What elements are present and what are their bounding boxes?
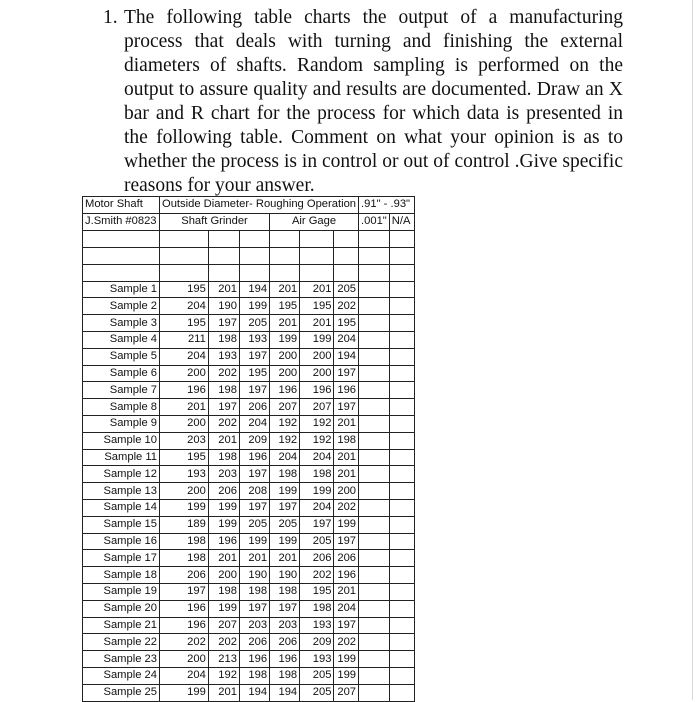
blank-cell xyxy=(359,331,390,348)
measurement-cell: 196 xyxy=(208,533,239,550)
measurement-cell: 204 xyxy=(334,600,359,617)
measurement-cell: 196 xyxy=(239,449,269,466)
measurement-cell: 204 xyxy=(334,331,359,348)
sample-label: Sample 24 xyxy=(83,667,160,684)
blank-cell xyxy=(359,315,390,332)
measurement-cell: 199 xyxy=(300,331,334,348)
blank-cell xyxy=(389,617,414,634)
blank-cell xyxy=(160,264,209,281)
measurement-cell: 202 xyxy=(208,415,239,432)
spec-cell: .91" - .93" xyxy=(359,197,415,214)
measurement-cell: 207 xyxy=(270,399,300,416)
measurement-cell: 197 xyxy=(334,533,359,550)
measurement-cell: 198 xyxy=(270,667,300,684)
measurement-cell: 194 xyxy=(239,281,269,298)
measurement-cell: 199 xyxy=(334,516,359,533)
measurement-cell: 196 xyxy=(300,382,334,399)
measurement-cell: 206 xyxy=(270,634,300,651)
sample-label: Sample 19 xyxy=(83,583,160,600)
measurement-cell: 192 xyxy=(270,432,300,449)
part-name-cell: Motor Shaft xyxy=(83,197,160,214)
measurement-cell: 201 xyxy=(334,449,359,466)
sample-row xyxy=(83,483,415,500)
sample-row xyxy=(83,583,415,600)
sample-row xyxy=(83,600,415,617)
measurement-cell: 207 xyxy=(208,617,239,634)
sample-row xyxy=(83,684,415,701)
measurement-cell: 198 xyxy=(239,583,269,600)
measurement-cell: 200 xyxy=(160,365,209,382)
sample-label: Sample 13 xyxy=(83,483,160,500)
measurement-cell: 201 xyxy=(300,281,334,298)
measurement-cell: 201 xyxy=(208,684,239,701)
sample-label: Sample 15 xyxy=(83,516,160,533)
blank-cell xyxy=(389,449,414,466)
blank-cell xyxy=(359,651,390,668)
measurement-cell: 196 xyxy=(160,382,209,399)
blank-cell xyxy=(359,348,390,365)
sample-label: Sample 8 xyxy=(83,399,160,416)
sample-label: Sample 7 xyxy=(83,382,160,399)
blank-cell xyxy=(83,264,160,281)
sample-label: Sample 1 xyxy=(83,281,160,298)
measurement-cell: 206 xyxy=(208,483,239,500)
sample-label: Sample 23 xyxy=(83,651,160,668)
measurement-cell: 206 xyxy=(239,634,269,651)
measurement-cell: 213 xyxy=(208,651,239,668)
sample-rows xyxy=(83,281,415,701)
blank-cell xyxy=(359,247,390,264)
measurement-cell: 200 xyxy=(300,348,334,365)
blank-cell xyxy=(359,533,390,550)
measurement-cell: 205 xyxy=(334,281,359,298)
blank-cell xyxy=(300,230,334,247)
measurement-cell: 202 xyxy=(160,634,209,651)
blank-row xyxy=(83,247,415,264)
measurement-cell: 199 xyxy=(160,684,209,701)
measurement-cell: 200 xyxy=(208,567,239,584)
measurement-cell: 198 xyxy=(208,583,239,600)
measurement-cell: 197 xyxy=(334,617,359,634)
measurement-cell: 198 xyxy=(334,432,359,449)
blank-cell xyxy=(359,483,390,500)
measurement-cell: 201 xyxy=(160,399,209,416)
measurement-cell: 208 xyxy=(239,483,269,500)
blank-row xyxy=(83,264,415,281)
measurement-cell: 201 xyxy=(208,281,239,298)
blank-cell xyxy=(389,264,414,281)
measurement-cell: 199 xyxy=(208,516,239,533)
measurement-cell: 196 xyxy=(270,382,300,399)
blank-cell xyxy=(359,550,390,567)
blank-cell xyxy=(359,432,390,449)
blank-cell xyxy=(208,230,239,247)
measurement-cell: 194 xyxy=(334,348,359,365)
sample-row xyxy=(83,365,415,382)
blank-cell xyxy=(359,684,390,701)
measurement-cell: 196 xyxy=(334,567,359,584)
blank-row xyxy=(83,230,415,247)
measurement-cell: 197 xyxy=(270,600,300,617)
measurement-cell: 198 xyxy=(208,382,239,399)
na-cell: N/A xyxy=(389,213,414,230)
measurement-cell: 200 xyxy=(160,651,209,668)
measurement-cell: 192 xyxy=(300,415,334,432)
blank-cell xyxy=(359,634,390,651)
sample-row xyxy=(83,298,415,315)
page-edge-divider xyxy=(692,0,693,700)
measurement-cell: 206 xyxy=(160,567,209,584)
measurement-cell: 196 xyxy=(160,617,209,634)
measurement-cell: 193 xyxy=(300,617,334,634)
sample-row xyxy=(83,432,415,449)
blank-cell xyxy=(300,247,334,264)
sample-row xyxy=(83,348,415,365)
blank-cell xyxy=(389,432,414,449)
measurement-cell: 199 xyxy=(239,533,269,550)
measurement-cell: 195 xyxy=(160,449,209,466)
measurement-cell: 195 xyxy=(300,298,334,315)
blank-cell xyxy=(359,600,390,617)
sample-row xyxy=(83,567,415,584)
measurement-cell: 201 xyxy=(270,281,300,298)
blank-cell xyxy=(359,399,390,416)
measurement-cell: 192 xyxy=(270,415,300,432)
measurement-cell: 211 xyxy=(160,331,209,348)
measurement-cell: 209 xyxy=(300,634,334,651)
measurement-cell: 201 xyxy=(208,432,239,449)
blank-cell xyxy=(359,230,390,247)
blank-cell xyxy=(359,667,390,684)
measurement-cell: 195 xyxy=(160,281,209,298)
machine-cell: Shaft Grinder xyxy=(160,213,270,230)
measurement-cell: 206 xyxy=(334,550,359,567)
sample-row xyxy=(83,315,415,332)
measurement-cell: 197 xyxy=(208,315,239,332)
sample-row xyxy=(83,550,415,567)
blank-cell xyxy=(208,264,239,281)
measurement-cell: 195 xyxy=(160,315,209,332)
measurement-cell: 200 xyxy=(160,415,209,432)
blank-cell xyxy=(389,382,414,399)
blank-cell xyxy=(389,533,414,550)
measurement-cell: 201 xyxy=(334,415,359,432)
measurement-cell: 198 xyxy=(208,331,239,348)
measurement-cell: 204 xyxy=(239,415,269,432)
sample-label: Sample 22 xyxy=(83,634,160,651)
sample-label: Sample 16 xyxy=(83,533,160,550)
sample-label: Sample 18 xyxy=(83,567,160,584)
blank-cell xyxy=(389,684,414,701)
sample-row xyxy=(83,399,415,416)
sample-label: Sample 6 xyxy=(83,365,160,382)
sample-label: Sample 12 xyxy=(83,466,160,483)
measurement-cell: 197 xyxy=(239,499,269,516)
measurement-cell: 200 xyxy=(270,348,300,365)
measurement-cell: 192 xyxy=(208,667,239,684)
measurement-cell: 197 xyxy=(208,399,239,416)
blank-cell xyxy=(359,298,390,315)
blank-cell xyxy=(389,315,414,332)
measurement-cell: 197 xyxy=(334,365,359,382)
measurement-cell: 199 xyxy=(334,667,359,684)
measurement-cell: 205 xyxy=(270,516,300,533)
blank-cell xyxy=(359,567,390,584)
measurement-cell: 202 xyxy=(208,365,239,382)
sample-label: Sample 20 xyxy=(83,600,160,617)
blank-cell xyxy=(389,230,414,247)
header-row-1 xyxy=(83,197,415,214)
measurement-cell: 197 xyxy=(300,516,334,533)
blank-cell xyxy=(389,298,414,315)
measurement-cell: 202 xyxy=(334,499,359,516)
measurement-cell: 206 xyxy=(300,550,334,567)
measurement-cell: 199 xyxy=(300,483,334,500)
sample-label: Sample 2 xyxy=(83,298,160,315)
measurement-cell: 198 xyxy=(300,600,334,617)
measurement-cell: 198 xyxy=(270,583,300,600)
measurement-cell: 196 xyxy=(334,382,359,399)
sample-label: Sample 25 xyxy=(83,684,160,701)
sample-label: Sample 3 xyxy=(83,315,160,332)
sample-row xyxy=(83,634,415,651)
blank-cell xyxy=(270,264,300,281)
measurement-cell: 200 xyxy=(160,483,209,500)
measurement-cell: 201 xyxy=(270,315,300,332)
operator-cell: J.Smith #0823 xyxy=(83,213,160,230)
measurement-cell: 197 xyxy=(334,399,359,416)
measurement-cell: 202 xyxy=(300,567,334,584)
measurement-cell: 200 xyxy=(334,483,359,500)
blank-cell xyxy=(334,247,359,264)
blank-cell xyxy=(389,499,414,516)
blank-cell xyxy=(300,264,334,281)
measurement-table xyxy=(82,196,415,702)
measurement-cell: 201 xyxy=(270,550,300,567)
blank-cell xyxy=(389,550,414,567)
blank-cell xyxy=(359,281,390,298)
sample-row xyxy=(83,331,415,348)
blank-cell xyxy=(359,499,390,516)
blank-cell xyxy=(389,415,414,432)
measurement-cell: 197 xyxy=(239,600,269,617)
blank-cell xyxy=(239,230,269,247)
blank-cell xyxy=(359,264,390,281)
blank-cell xyxy=(389,634,414,651)
blank-cell xyxy=(389,600,414,617)
question-text: The following table charts the output of a manufacturing process that deals with turning and finishing the external diameters of shafts. Random sampling is performed on the output to assure quality and results are documented. Draw an X bar and R chart for the process for which data is presented in the following table. Comment on what your opinion is as to whether the process is in control or out of control .Give specific reasons for your answer. xyxy=(124,7,623,196)
blank-cell xyxy=(334,264,359,281)
measurement-cell: 197 xyxy=(270,499,300,516)
measurement-cell: 199 xyxy=(270,533,300,550)
question-number: 1. xyxy=(103,7,118,28)
measurement-cell: 197 xyxy=(239,382,269,399)
blank-rows xyxy=(83,230,415,281)
sample-label: Sample 17 xyxy=(83,550,160,567)
sample-row xyxy=(83,449,415,466)
blank-cell xyxy=(359,466,390,483)
blank-cell xyxy=(389,483,414,500)
blank-cell xyxy=(160,230,209,247)
measurement-cell: 201 xyxy=(208,550,239,567)
sample-label: Sample 4 xyxy=(83,331,160,348)
measurement-cell: 192 xyxy=(300,432,334,449)
blank-cell xyxy=(389,583,414,600)
measurement-cell: 202 xyxy=(334,298,359,315)
gage-cell: Air Gage xyxy=(270,213,359,230)
measurement-cell: 193 xyxy=(239,331,269,348)
measurement-cell: 196 xyxy=(160,600,209,617)
measurement-cell: 203 xyxy=(160,432,209,449)
measurement-cell: 198 xyxy=(160,550,209,567)
measurement-cell: 199 xyxy=(334,651,359,668)
sample-label: Sample 14 xyxy=(83,499,160,516)
measurement-cell: 204 xyxy=(160,298,209,315)
measurement-cell: 207 xyxy=(334,684,359,701)
sample-row xyxy=(83,281,415,298)
measurement-cell: 204 xyxy=(300,449,334,466)
blank-cell xyxy=(359,516,390,533)
blank-cell xyxy=(389,516,414,533)
measurement-cell: 203 xyxy=(208,466,239,483)
measurement-cell: 193 xyxy=(208,348,239,365)
measurement-cell: 202 xyxy=(334,634,359,651)
question-block xyxy=(103,6,623,198)
measurement-cell: 205 xyxy=(300,533,334,550)
sample-label: Sample 9 xyxy=(83,415,160,432)
measurement-cell: 205 xyxy=(239,315,269,332)
measurement-cell: 201 xyxy=(334,466,359,483)
measurement-cell: 190 xyxy=(208,298,239,315)
measurement-cell: 205 xyxy=(300,684,334,701)
blank-cell xyxy=(389,331,414,348)
blank-cell xyxy=(359,415,390,432)
measurement-cell: 203 xyxy=(239,617,269,634)
blank-cell xyxy=(270,247,300,264)
measurement-cell: 203 xyxy=(270,617,300,634)
measurement-cell: 198 xyxy=(208,449,239,466)
sample-row xyxy=(83,533,415,550)
measurement-cell: 196 xyxy=(239,651,269,668)
measurement-cell: 204 xyxy=(300,499,334,516)
blank-cell xyxy=(389,281,414,298)
measurement-cell: 195 xyxy=(270,298,300,315)
blank-cell xyxy=(208,247,239,264)
sample-row xyxy=(83,415,415,432)
measurement-cell: 201 xyxy=(300,315,334,332)
sample-row xyxy=(83,617,415,634)
measurement-cell: 194 xyxy=(239,684,269,701)
measurement-cell: 201 xyxy=(239,550,269,567)
sample-row xyxy=(83,667,415,684)
blank-cell xyxy=(389,247,414,264)
measurement-cell: 204 xyxy=(160,667,209,684)
measurement-cell: 195 xyxy=(239,365,269,382)
sample-label: Sample 21 xyxy=(83,617,160,634)
measurement-cell: 205 xyxy=(239,516,269,533)
blank-cell xyxy=(359,617,390,634)
operation-cell: Outside Diameter- Roughing Operation xyxy=(160,197,359,214)
blank-cell xyxy=(389,466,414,483)
measurement-cell: 190 xyxy=(270,567,300,584)
sample-label: Sample 11 xyxy=(83,449,160,466)
measurement-cell: 199 xyxy=(270,483,300,500)
measurement-cell: 193 xyxy=(160,466,209,483)
unit-cell: .001" xyxy=(359,213,390,230)
measurement-cell: 199 xyxy=(208,499,239,516)
blank-cell xyxy=(359,449,390,466)
blank-cell xyxy=(160,247,209,264)
blank-cell xyxy=(389,399,414,416)
measurement-cell: 198 xyxy=(239,667,269,684)
sample-label: Sample 10 xyxy=(83,432,160,449)
measurement-cell: 202 xyxy=(208,634,239,651)
measurement-cell: 198 xyxy=(300,466,334,483)
measurement-cell: 204 xyxy=(270,449,300,466)
measurement-cell: 205 xyxy=(300,667,334,684)
sample-row xyxy=(83,466,415,483)
measurement-cell: 200 xyxy=(300,365,334,382)
measurement-cell: 195 xyxy=(300,583,334,600)
blank-cell xyxy=(83,247,160,264)
blank-cell xyxy=(389,365,414,382)
measurement-cell: 198 xyxy=(160,533,209,550)
measurement-cell: 201 xyxy=(334,583,359,600)
measurement-cell: 199 xyxy=(160,499,209,516)
blank-cell xyxy=(239,247,269,264)
measurement-cell: 198 xyxy=(270,466,300,483)
measurement-cell: 189 xyxy=(160,516,209,533)
blank-cell xyxy=(270,230,300,247)
blank-cell xyxy=(334,230,359,247)
blank-cell xyxy=(389,667,414,684)
blank-cell xyxy=(359,583,390,600)
sample-row xyxy=(83,651,415,668)
sample-row xyxy=(83,499,415,516)
measurement-cell: 199 xyxy=(208,600,239,617)
measurement-cell: 197 xyxy=(239,466,269,483)
sample-row xyxy=(83,516,415,533)
blank-cell xyxy=(83,230,160,247)
measurement-cell: 197 xyxy=(160,583,209,600)
measurement-cell: 199 xyxy=(270,331,300,348)
measurement-cell: 194 xyxy=(270,684,300,701)
blank-cell xyxy=(389,567,414,584)
measurement-cell: 200 xyxy=(270,365,300,382)
measurement-cell: 207 xyxy=(300,399,334,416)
blank-cell xyxy=(359,382,390,399)
measurement-cell: 195 xyxy=(334,315,359,332)
measurement-cell: 204 xyxy=(160,348,209,365)
measurement-cell: 199 xyxy=(239,298,269,315)
blank-cell xyxy=(359,365,390,382)
measurement-cell: 196 xyxy=(270,651,300,668)
measurement-cell: 209 xyxy=(239,432,269,449)
sample-row xyxy=(83,382,415,399)
blank-cell xyxy=(389,348,414,365)
measurement-cell: 190 xyxy=(239,567,269,584)
blank-cell xyxy=(239,264,269,281)
sample-label: Sample 5 xyxy=(83,348,160,365)
blank-cell xyxy=(389,651,414,668)
measurement-cell: 206 xyxy=(239,399,269,416)
header-row-2 xyxy=(83,213,415,230)
measurement-cell: 197 xyxy=(239,348,269,365)
measurement-cell: 193 xyxy=(300,651,334,668)
